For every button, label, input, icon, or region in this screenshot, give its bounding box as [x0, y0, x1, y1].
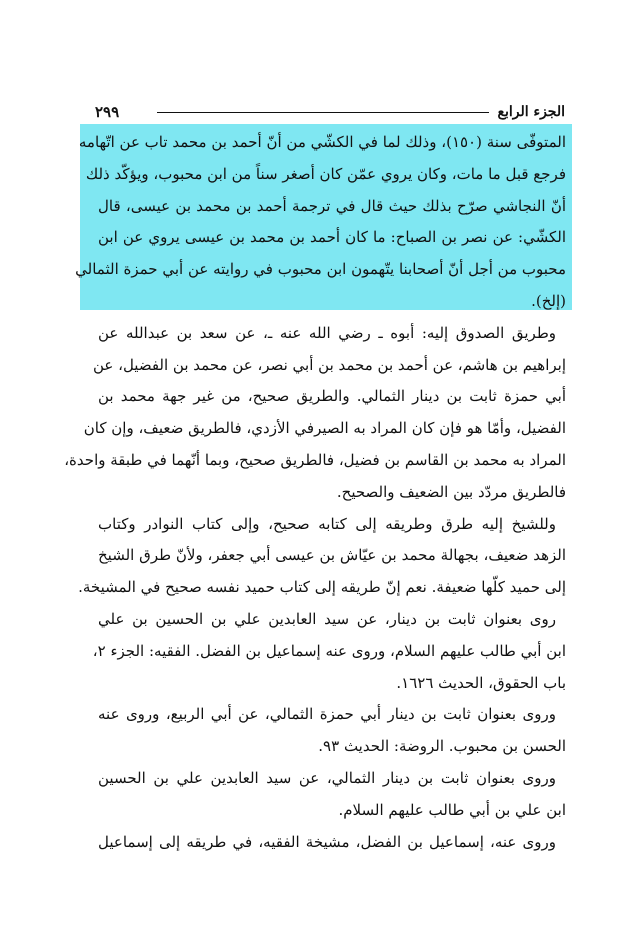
text-line: وروى بعنوان ثابت بن دينار الثمالي، عن سيد العابدين علي بن الحسين: [98, 768, 556, 787]
volume-label: الجزء الرابع: [497, 104, 565, 120]
page-number: ٢٩٩: [95, 103, 120, 121]
text-line: (إلخ).: [531, 291, 566, 310]
text-line: فرجع قبل ما مات، وكان يروي عمّن كان أصغر سناً من ابن محبوب، ويؤكّد ذلك: [85, 164, 566, 183]
text-line: وروى بعنوان ثابت بن دينار أبي حمزة الثمالي، عن أبي الربيع، وروى عنه: [98, 705, 556, 724]
text-line: إلى حميد كلّها ضعيفة. نعم إنّ طريقه إلى كتاب حميد نفسه صحيح في المشيخة.: [78, 578, 566, 597]
body-text: [64, 127, 566, 858]
text-line: الفضيل، وأمّا هو فإن كان المراد به الصيرفي الأزدي، فالطريق ضعيف، وإن كان: [83, 419, 566, 438]
text-line: الكشّي: عن نصر بن الصباح: ما كان أحمد بن محمد بن عيسى يروي عن ابن: [98, 228, 566, 247]
text-line: الزهد ضعيف، بجهالة محمد بن عيّاش بن عيسى أبي جعفر، ولأنّ طرق الشيخ: [98, 546, 566, 565]
text-line: روى بعنوان ثابت بن دينار، عن سيد العابدين علي بن الحسين بن علي: [98, 609, 556, 628]
text-line: المراد به محمد بن القاسم بن فضيل، فالطريق صحيح، وبما أنّهما في طبقة واحدة،: [64, 450, 566, 469]
text-line: إبراهيم بن هاشم، عن أحمد بن محمد بن أبي نصر، عن محمد بن الفضيل، عن: [92, 355, 566, 374]
text-line: المتوفّى سنة (١٥٠)، وذلك لما في الكشّي من أنّ أحمد بن محمد تاب عن اتّهامه: [78, 133, 566, 151]
text-line: أبي حمزة ثابت بن دينار الثمالي. والطريق صحيح، من غير جهة محمد بن: [98, 387, 566, 406]
text-line: وللشيخ إليه طرق وطريقه إلى كتابه صحيح، وإلى كتاب النوادر وكتاب: [98, 514, 556, 533]
running-header: [95, 101, 565, 123]
text-line: أنّ النجاشي صرّح بذلك حيث قال في ترجمة أحمد بن محمد بن عيسى، قال: [98, 196, 566, 215]
text-line: الحسن بن محبوب. الروضة: الحديث ٩٣.: [318, 737, 566, 756]
text-line: وطريق الصدوق إليه: أبوه ـ رضي الله عنه ـ، عن سعد بن عبدالله عن: [98, 323, 556, 342]
text-line: وروى عنه، إسماعيل بن الفضل، مشيخة الفقيه، في طريقه إلى إسماعيل: [98, 832, 556, 851]
text-line: ابن علي بن أبي طالب عليهم السلام.: [338, 800, 566, 819]
text-line: باب الحقوق، الحديث ١٦٢٦.: [396, 673, 566, 692]
text-line: محبوب من أجل أنّ أصحابنا يتّهمون ابن محبوب في روايته عن أبي حمزة الثمالي: [75, 260, 566, 279]
text-line: فالطريق مردّد بين الضعيف والصحيح.: [336, 482, 566, 501]
header-rule: [157, 112, 489, 113]
text-line: ابن أبي طالب عليهم السلام، وروى عنه إسماعيل بن الفضل. الفقيه: الجزء ٢،: [92, 641, 566, 660]
